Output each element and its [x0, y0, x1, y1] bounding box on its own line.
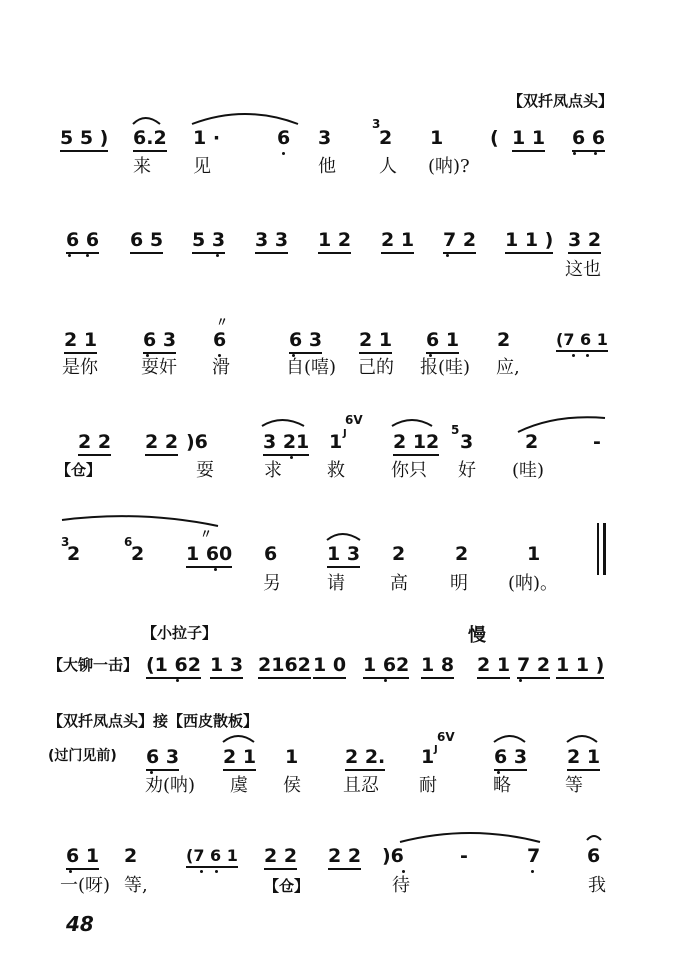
- lyric: (呐)?: [428, 156, 470, 177]
- low-dot: [150, 771, 153, 774]
- low-dot: [572, 354, 575, 357]
- low-dot: [69, 870, 72, 873]
- note-group: 6 5: [130, 230, 163, 250]
- note-group: (7 6 1: [186, 846, 238, 866]
- marking-da-liu: 【大铆一击】: [48, 656, 139, 674]
- note-group: (1 62: [146, 655, 201, 675]
- bar-line: [597, 523, 599, 575]
- note-group: (7 6 1: [556, 330, 608, 350]
- note: 2: [379, 127, 393, 149]
- marking-guo-men: (过门见前): [48, 748, 117, 764]
- tie: [400, 833, 540, 842]
- low-dot: [282, 152, 285, 155]
- tremolo-mark: 〃: [216, 315, 229, 329]
- marking-cang: 【仓】: [56, 461, 102, 479]
- lyric: 你只: [391, 460, 427, 481]
- slur: [223, 736, 254, 742]
- note-group: 2 2.: [345, 747, 385, 767]
- low-dot: [215, 870, 218, 873]
- low-dot: [216, 254, 219, 257]
- grace-note: 6V: [437, 730, 455, 744]
- note: 2: [525, 431, 539, 453]
- note-group: 3 3: [255, 230, 288, 250]
- note: 2: [67, 543, 81, 565]
- lyric: 我: [588, 875, 606, 896]
- lyric: 明: [450, 573, 468, 594]
- low-dot: [497, 771, 500, 774]
- slur: [392, 420, 432, 426]
- lyric: 己的: [358, 357, 394, 378]
- lyric: 耍: [196, 460, 214, 481]
- note: 1 ·: [193, 127, 221, 149]
- lyric: 待: [392, 875, 410, 896]
- lyric: 耍奸: [141, 357, 177, 378]
- lyric: (呐)。: [508, 573, 559, 594]
- low-dot: [68, 254, 71, 257]
- note-group: 1 60: [186, 544, 232, 564]
- low-dot: [384, 679, 387, 682]
- tie: [192, 114, 298, 124]
- note-group: 1 1 ): [556, 655, 604, 675]
- low-dot: [86, 254, 89, 257]
- lyric: 略: [493, 775, 511, 796]
- note-group: 5 5 ): [60, 128, 108, 148]
- page-number: 48: [66, 912, 94, 936]
- tremolo-mark: 〃: [200, 527, 213, 541]
- lyric: 一(呀): [60, 875, 111, 896]
- note: 2: [131, 543, 145, 565]
- lyric: 来: [133, 156, 151, 177]
- marking-cang: 【仓】: [264, 877, 310, 895]
- lyric: 应,: [496, 357, 520, 378]
- grace-note: 6: [124, 535, 133, 549]
- note-group: 1 2: [318, 230, 351, 250]
- slur: [327, 534, 360, 540]
- note: 7: [527, 845, 541, 867]
- marking-shuang-qian: 【双扦凤点头】: [508, 92, 614, 110]
- slur: [262, 420, 304, 426]
- note-group: 2 1: [359, 330, 392, 350]
- tie: [518, 417, 605, 432]
- lyric: 求: [264, 460, 282, 481]
- note: 6: [264, 543, 278, 565]
- note-group: 1 3: [210, 655, 243, 675]
- grace-note: 3: [372, 117, 381, 131]
- note-group: 7 2: [443, 230, 476, 250]
- note-group: 2 2: [264, 846, 297, 866]
- low-dot: [531, 870, 534, 873]
- note: 6: [277, 127, 291, 149]
- lyric: 滑: [212, 357, 230, 378]
- note: 2: [497, 329, 511, 351]
- note-group: 2 2: [328, 846, 361, 866]
- lyric: 自(嘻): [286, 357, 337, 378]
- note-group: 2 2: [78, 432, 111, 452]
- lyric: 另: [263, 573, 281, 594]
- low-dot: [290, 456, 293, 459]
- lyric: 救: [327, 460, 345, 481]
- paren: (: [490, 127, 499, 149]
- note-group: 1 3: [327, 544, 360, 564]
- note: 1: [527, 543, 541, 565]
- note-group: 6 6: [572, 128, 605, 148]
- note-group: 2 1: [223, 747, 256, 767]
- note-group: 2162: [258, 655, 311, 675]
- note-group: 6 3: [494, 747, 527, 767]
- low-dot: [586, 354, 589, 357]
- note: 3: [318, 127, 332, 149]
- slur: [494, 736, 525, 742]
- lyric: 劝(呐): [145, 775, 196, 796]
- note-group: 6 1: [426, 330, 459, 350]
- slur: [567, 736, 597, 742]
- note-group: 1 0: [313, 655, 346, 675]
- note-group: 2 1: [477, 655, 510, 675]
- note-group: 1 62: [363, 655, 409, 675]
- dash: -: [460, 845, 468, 867]
- note-group: 6 1: [66, 846, 99, 866]
- note-group: 6 3: [143, 330, 176, 350]
- note: 1: [329, 431, 343, 453]
- note: 2: [124, 845, 138, 867]
- low-dot: [573, 152, 576, 155]
- tempo-marking: 慢: [468, 625, 486, 646]
- lyric: 等,: [124, 875, 148, 896]
- low-dot: [176, 679, 179, 682]
- note: )6: [382, 845, 404, 867]
- lyric: 是你: [62, 357, 98, 378]
- marking-xiao-la-zi: 【小拉子】: [142, 624, 218, 642]
- lyric: 且忍: [343, 775, 379, 796]
- note-group: 6 3: [289, 330, 322, 350]
- lyric: 人: [379, 156, 397, 177]
- slur: [587, 836, 601, 840]
- slur: [133, 118, 160, 124]
- note-group: 2 1: [381, 230, 414, 250]
- low-dot: [214, 568, 217, 571]
- note: 6: [213, 329, 227, 351]
- lyric: 等: [565, 775, 583, 796]
- lyric: 耐: [419, 775, 437, 796]
- note: )6: [186, 431, 208, 453]
- note: 1: [285, 746, 299, 768]
- low-dot: [402, 870, 405, 873]
- low-dot: [594, 152, 597, 155]
- grace-note: J: [434, 744, 438, 755]
- note-group: 1 8: [421, 655, 454, 675]
- grace-note: J: [343, 428, 347, 439]
- tie: [62, 516, 218, 526]
- lyric: 好: [458, 460, 476, 481]
- note-group: 6 6: [66, 230, 99, 250]
- note-group: 6.2: [133, 128, 167, 148]
- dash: -: [593, 431, 601, 453]
- marking-shuang-qian-xi-pi: 【双扦凤点头】接【西皮散板】: [48, 712, 259, 730]
- bar-line-final: [603, 523, 606, 575]
- note: 2: [455, 543, 469, 565]
- note: 1: [421, 746, 435, 768]
- note-group: 2 2: [145, 432, 178, 452]
- grace-note: 3: [61, 535, 70, 549]
- note: 2: [392, 543, 406, 565]
- lyric: (哇): [512, 460, 545, 481]
- note-group: 6 3: [146, 747, 179, 767]
- note-group: 1 1 ): [505, 230, 553, 250]
- low-dot: [446, 254, 449, 257]
- lyric: 侯: [283, 775, 301, 796]
- lyric: 他: [318, 156, 336, 177]
- lyric: 虞: [230, 775, 248, 796]
- lyric: 这也: [565, 259, 601, 280]
- note-group: 5 3: [192, 230, 225, 250]
- note-group: 2 12: [393, 432, 439, 452]
- note-group: 7 2: [517, 655, 550, 675]
- note: 3: [460, 431, 474, 453]
- lyric: 高: [390, 573, 408, 594]
- note-group: 2 1: [567, 747, 600, 767]
- note: 6: [587, 845, 601, 867]
- note-group: 2 1: [64, 330, 97, 350]
- note-group: 3 21: [263, 432, 309, 452]
- lyric: 请: [327, 573, 345, 594]
- low-dot: [200, 870, 203, 873]
- grace-note: 6V: [345, 413, 363, 427]
- note-group: 3 2: [568, 230, 601, 250]
- lyric: 报(哇): [420, 357, 471, 378]
- low-dot: [519, 679, 522, 682]
- grace-note: 5: [451, 423, 460, 437]
- note-group: 1 1: [512, 128, 545, 148]
- lyric: 见: [193, 156, 211, 177]
- note: 1: [430, 127, 444, 149]
